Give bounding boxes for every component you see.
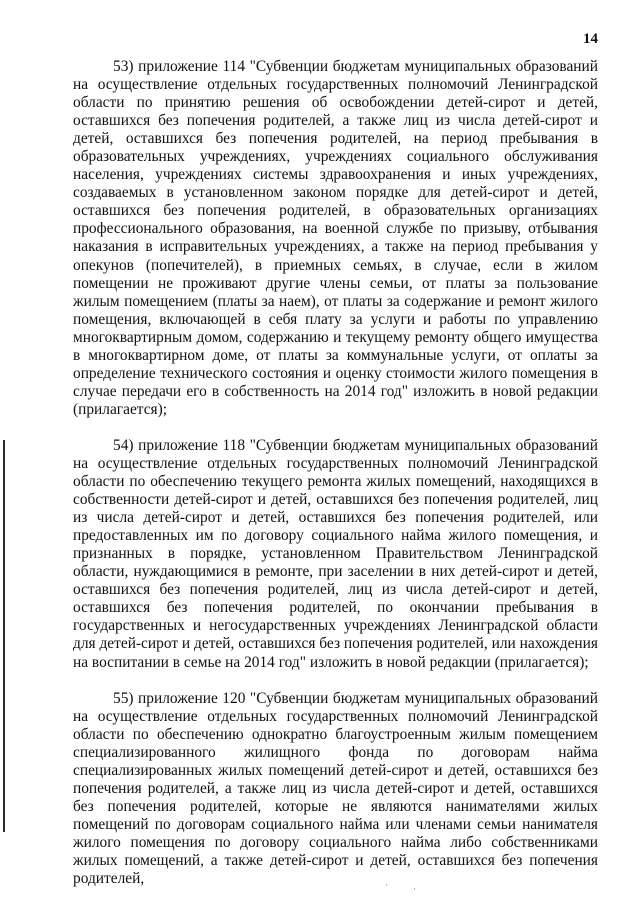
paragraph-55: 55) приложение 120 "Субвенции бюджетам муниципальных образований на осуществление отдельных государственных полномочий Ленинградской области по обеспечению однократно благоустроенным жилым помещением специализированного жилищного фонда по договорам найма специализированных жилых помещений детей-сирот и детей, оставшихся без попечения родителей, а также лиц из числа детей-сирот и детей, оставшихся без попечения родителей, которые не являются нанимателями жилых помещений по договорам социального найма или членами семьи нанимателя жилого помещения по договору социального найма либо собственниками жилых помещений, а также детей-сирот и детей, оставшихся без попечения родителей, [73,689,598,888]
document-body [73,58,598,888]
paragraph-53: 53) приложение 114 "Субвенции бюджетам муниципальных образований на осуществление отдельных государственных полномочий Ленинградской области по принятию решения об освобождении детей-сирот и детей, оставшихся без попечения родителей, а также лиц из числа детей-сирот и детей, оставшихся без попечения родителей, на период пребывания в образовательных учреждениях, учреждениях социального обслуживания населения, учреждениях системы здравоохранения и иных учреждениях, создаваемых в установленном законом порядке для детей-сирот и детей, оставшихся без попечения родителей, в образовательных организациях профессионального образования, на военной службе по призыву, отбывания наказания в исправительных учреждениях, а также на период пребывания у опекунов (попечителей), в приемных семьях, в случае, если в жилом помещении не проживают другие члены семьи, от платы за пользование жилым помещением (платы за наем), от платы за содержание и ремонт жилого помещения, включающей в себя плату за услуги и работы по управлению многоквартирным домом, содержанию и текущему ремонту общего имущества в многоквартирном доме, от платы за коммунальные услуги, от оплаты за определение технического состояния и оценку стоимости жилого помещения в случае передачи его в собственность на 2014 год" изложить в новой редакции (прилагается); [73,58,598,418]
scan-speck: · [385,880,388,890]
paragraph-54: 54) приложение 118 "Субвенции бюджетам муниципальных образований на осуществление отдельных государственных полномочий Ленинградской области по обеспечению текущего ремонта жилых помещений, находящихся в собственности детей-сирот и детей, оставшихся без попечения родителей, лиц из числа детей-сирот и детей, оставшихся без попечения родителей, или предоставленных им по договору социального найма жилого помещения, и признанных в порядке, установленном Правительством Ленинградской области, нуждающимися в ремонте, при заселении в них детей-сирот и детей, оставшихся без попечения родителей, лиц из числа детей-сирот и детей, оставшихся без попечения родителей, по окончании пребывания в государственных и негосударственных учреждениях Ленинградской области для детей-сирот и детей, оставшихся без попечения родителей, или нахождения на воспитании в семье на 2014 год" изложить в новой редакции (прилагается); [73,436,598,671]
page-number: 14 [583,31,598,47]
scan-speck: · [413,884,416,894]
scan-margin-line [3,440,5,832]
